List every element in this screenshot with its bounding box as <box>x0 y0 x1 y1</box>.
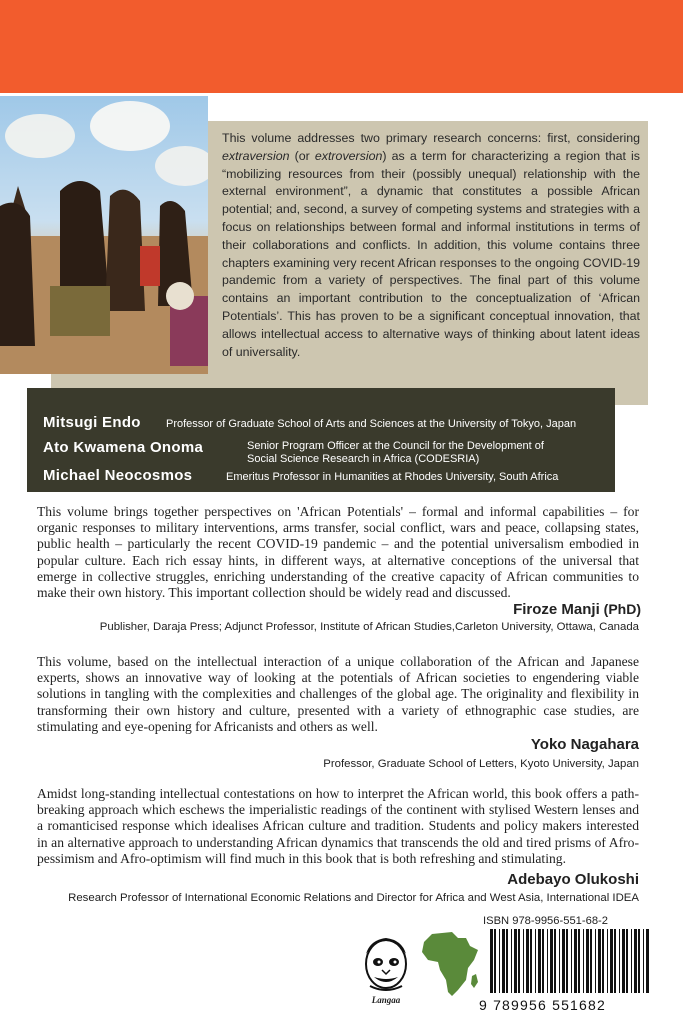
reviewer-2-name: Yoko Nagahara <box>530 736 639 753</box>
review-3-text: Amidst long-standing intellectual contestations on how to interpret the African world, this book offers a path-breaking approach which eschews the imperialistic readings of the continent with stylised Western lenses and a romanticised response which idealises African culture and tradition. Students and policy makers interested in an alternative approach to understanding African dynamics that transcends the old and tired prisms of Afro-pessimism and Afro-optimism will find much in this book that is both refreshing and stimulating. <box>37 786 639 866</box>
summary-segment: ) as a term for characterizing a region that is “mobilizing resources from their (possibly unequal) relationship with the external environment”, a dynamic that constitutes a possible African potential; and, second, a survey of competing systems and strategies with a focus on relationships between formal and informal institutions in terms of their collaborations and conflicts. In addition, this volume contains three chapters examining very recent African responses to the ongoing COVID-19 pandemic from a variety of perspectives. The final part of this volume contains an important contribution to the conceptualization of ‘African Potentials’. This has proven to be a significant conceptual innovation, that allows intellectual access to alternative ways of thinking about latent ideas of universality. <box>222 148 640 359</box>
editor-role: Professor of Graduate School of Arts and Sciences at the University of Tokyo, Japan <box>166 418 577 430</box>
reviewer-3-name: Adebayo Olukoshi <box>507 871 639 888</box>
publisher-name: Langaa <box>371 995 401 1005</box>
review-2-text: This volume, based on the intellectual interaction of a unique collaboration of the African and Japanese experts, shows an innovative way of looking at the potentials of African societies to engendering viable solutions in tangling with the complexities and challenges of the global age. The originality and flexibility in transforming their own history and culture, presented with a variety of ethnographic case studies, are stimulating and eye-opening for Africanists and others as well. <box>37 654 639 734</box>
africa-map-icon <box>418 930 482 998</box>
review-1-text: This volume brings together perspectives on 'African Potentials' – formal and informal capabilities – for organic responses to military interventions, arms transfer, social conflict, wars and peace, collapsing states, public health – particularly the recent COVID-19 pandemic – and the potential universalism embodied in popular culture. Each rich essay hints, in different ways, at alternative conceptions of the universal that emerge in collective struggles, enriching understanding of the creative capacity of African communities to make their own history. This important collection should be widely read and discussed. <box>37 504 639 601</box>
reviewer-3-role: Research Professor of International Economic Relations and Director for Africa and West Asia, International IDEA <box>68 892 639 904</box>
editor-role: Social Science Research in Africa (CODESRIA) <box>247 453 480 465</box>
summary-segment: extroversion <box>314 148 383 163</box>
face-icon <box>360 930 412 1002</box>
top-color-band <box>0 0 683 93</box>
editor-role: Senior Program Officer at the Council for the Development of <box>247 440 544 452</box>
summary-segment: This volume addresses two primary research concerns: first, considering <box>222 131 640 145</box>
barcode-digits: 9 789956 551682 <box>479 997 606 1013</box>
editor-name: Michael Neocosmos <box>43 467 193 484</box>
summary-segment: (or <box>289 148 315 163</box>
cover-photo-dancers <box>0 96 208 374</box>
isbn-label: ISBN 978-9956-551-68-2 <box>483 915 609 927</box>
book-summary <box>222 130 640 361</box>
editor-role: Emeritus Professor in Humanities at Rhodes University, South Africa <box>226 471 559 483</box>
editor-name: Ato Kwamena Onoma <box>43 439 204 456</box>
editor-name: Mitsugi Endo <box>43 414 141 431</box>
reviewer-1-name: Firoze Manji (PhD) <box>513 601 641 618</box>
barcode-bars <box>480 917 658 997</box>
summary-segment: extraversion <box>222 148 290 163</box>
editors-panel <box>27 388 615 492</box>
reviewer-1-role: Publisher, Daraja Press; Adjunct Professor, Institute of African Studies,Carleton University, Ottawa, Canada <box>99 621 639 633</box>
reviewer-2-role: Professor, Graduate School of Letters, Kyoto University, Japan <box>323 758 639 770</box>
